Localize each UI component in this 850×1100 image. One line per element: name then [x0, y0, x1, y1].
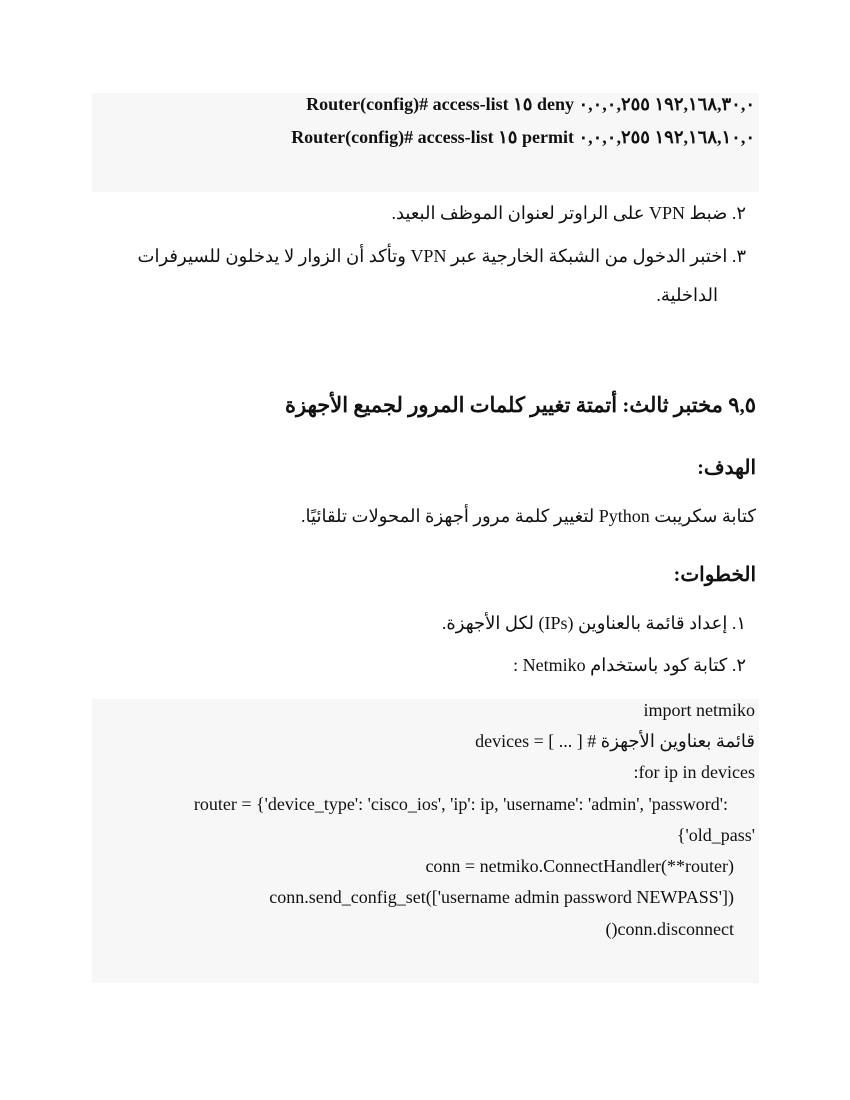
code-line: conn.send_config_set(['username admin password NEWPASS'])	[269, 887, 734, 907]
code-line: Router(config)# access-list ١٥ deny ١٩٢,١٦٨,٣٠,٠ ٠,٠,٠,٢٥٥	[306, 94, 755, 114]
code-line: Router(config)# access-list ١٥ permit ١٩٢,١٦٨,١٠,٠ ٠,٠,٠,٢٥٥	[291, 127, 755, 147]
goal-heading: الهدف:	[697, 457, 756, 479]
code-line: {'old_pass'	[676, 825, 755, 845]
list-item: ٢. كتابة كود باستخدام Netmiko :	[513, 655, 746, 675]
code-line: devices = [ ... ] # قائمة بعناوين الأجهزة	[475, 731, 755, 751]
code-line: ()conn.disconnect	[605, 919, 734, 939]
code-line: router = {'device_type': 'cisco_ios', 'ip': ip, 'username': 'admin', 'password':	[193, 794, 728, 814]
steps-heading: الخطوات:	[673, 564, 756, 586]
code-line: import netmiko	[643, 700, 755, 720]
goal-text: كتابة سكريبت Python لتغيير كلمة مرور أجهزة المحولات تلقائيًا.	[301, 506, 756, 526]
list-item: ٢. ضبط VPN على الراوتر لعنوان الموظف البعيد.	[391, 203, 746, 223]
list-item: ١. إعداد قائمة بالعناوين (IPs) لكل الأجهزة.	[441, 613, 746, 633]
list-item: ٣. اختبر الدخول من الشبكة الخارجية عبر VPN وتأكد أن الزوار لا يدخلون للسيرفرات	[137, 246, 746, 266]
code-line: :for ip in devices	[633, 762, 755, 782]
list-item-continuation: الداخلية.	[656, 285, 718, 305]
code-line: conn = netmiko.ConnectHandler(**router)	[425, 856, 734, 876]
section-title: ٩,٥ مختبر ثالث: أتمتة تغيير كلمات المرور لجميع الأجهزة	[285, 393, 756, 417]
